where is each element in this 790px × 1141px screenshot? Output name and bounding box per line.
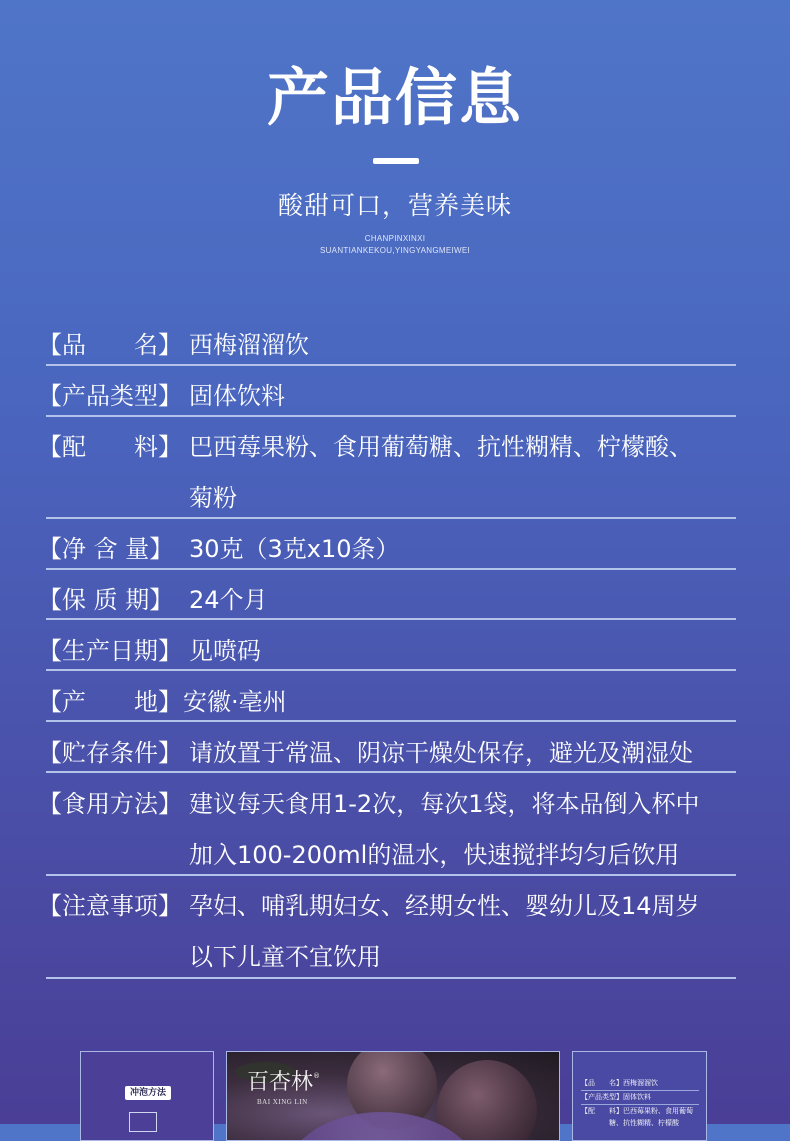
- info-label: 【贮存条件】: [38, 739, 182, 767]
- info-label: 【生产日期】: [38, 637, 182, 665]
- info-label: 【注意事项】: [38, 892, 182, 920]
- brand-pinyin: BAI XING LIN: [257, 1098, 308, 1106]
- page-subtitle: 酸甜可口，营养美味: [277, 191, 512, 220]
- info-value: 巴西莓果粉、食用葡萄糖、抗性糊精、柠檬酸、 菊粉: [189, 433, 693, 512]
- info-row-name: [38, 320, 736, 366]
- info-label: 【配 料】: [38, 433, 182, 461]
- title-underline: [373, 158, 419, 164]
- info-row-storage: [38, 728, 736, 773]
- info-value: 固体饮料: [189, 382, 285, 410]
- mini-info-rule: [581, 1104, 699, 1105]
- info-value: 建议每天食用1-2次，每次1袋，将本品倒入杯中 加入100-200ml的温水，快速搅拌均匀后饮用: [189, 790, 700, 869]
- pinyin-subtitle: SUANTIANKEKOU,YINGYANGMEIWEI: [319, 246, 471, 255]
- info-row-ingredients: [38, 422, 736, 519]
- mini-info-line: 糖、抗性糊精、柠檬酸: [581, 1119, 679, 1127]
- mini-info-rule: [581, 1090, 699, 1091]
- info-value: 请放置于常温、阴凉干燥处保存，避光及潮湿处: [189, 739, 693, 767]
- info-label: 【品 名】: [38, 331, 182, 359]
- info-row-usage: [38, 779, 736, 876]
- info-label: 【净 含 量】: [38, 535, 174, 563]
- brand-logo: 百杏林: [247, 1070, 314, 1095]
- info-value: 安徽·亳州: [183, 688, 287, 716]
- plum-fruit-icon: [437, 1060, 537, 1141]
- info-label: 【保 质 期】: [38, 586, 174, 614]
- info-row-type: [38, 371, 736, 417]
- info-row-origin: [38, 677, 736, 722]
- info-label: 【食用方法】: [38, 790, 182, 818]
- thumbnail-brewing-method: [80, 1051, 214, 1141]
- envelope-icon: [129, 1112, 157, 1132]
- info-label: 【产品类型】: [38, 382, 182, 410]
- info-value: 西梅溜溜饮: [189, 331, 309, 359]
- info-row-production-date: [38, 626, 736, 671]
- thumbnail-product-photo: [226, 1051, 560, 1141]
- info-value: 孕妇、哺乳期妇女、经期女性、婴幼儿及14周岁 以下儿童不宜饮用: [189, 892, 700, 971]
- mini-info-line: 【产品类型】固体饮料: [581, 1093, 651, 1101]
- info-value: 24个月: [189, 586, 268, 614]
- info-row-net-content: [38, 524, 736, 570]
- brewing-method-badge: 冲泡方法: [125, 1086, 171, 1100]
- info-label: 【产 地】: [38, 688, 182, 716]
- mini-info-line: 【配 料】巴西莓果粉、食用葡萄: [581, 1107, 693, 1115]
- info-value: 30克（3克x10条）: [189, 535, 400, 563]
- page-title: 产品信息: [266, 61, 523, 134]
- mini-info-line: 【品 名】西梅溜溜饮: [581, 1079, 658, 1087]
- info-row-notice: [38, 881, 736, 979]
- pinyin-title: CHANPINXINXI: [364, 234, 426, 243]
- info-row-shelf-life: [38, 575, 736, 620]
- info-value: 见喷码: [189, 637, 261, 665]
- thumbnail-product-info: [572, 1051, 707, 1141]
- registered-mark: ®: [313, 1072, 320, 1080]
